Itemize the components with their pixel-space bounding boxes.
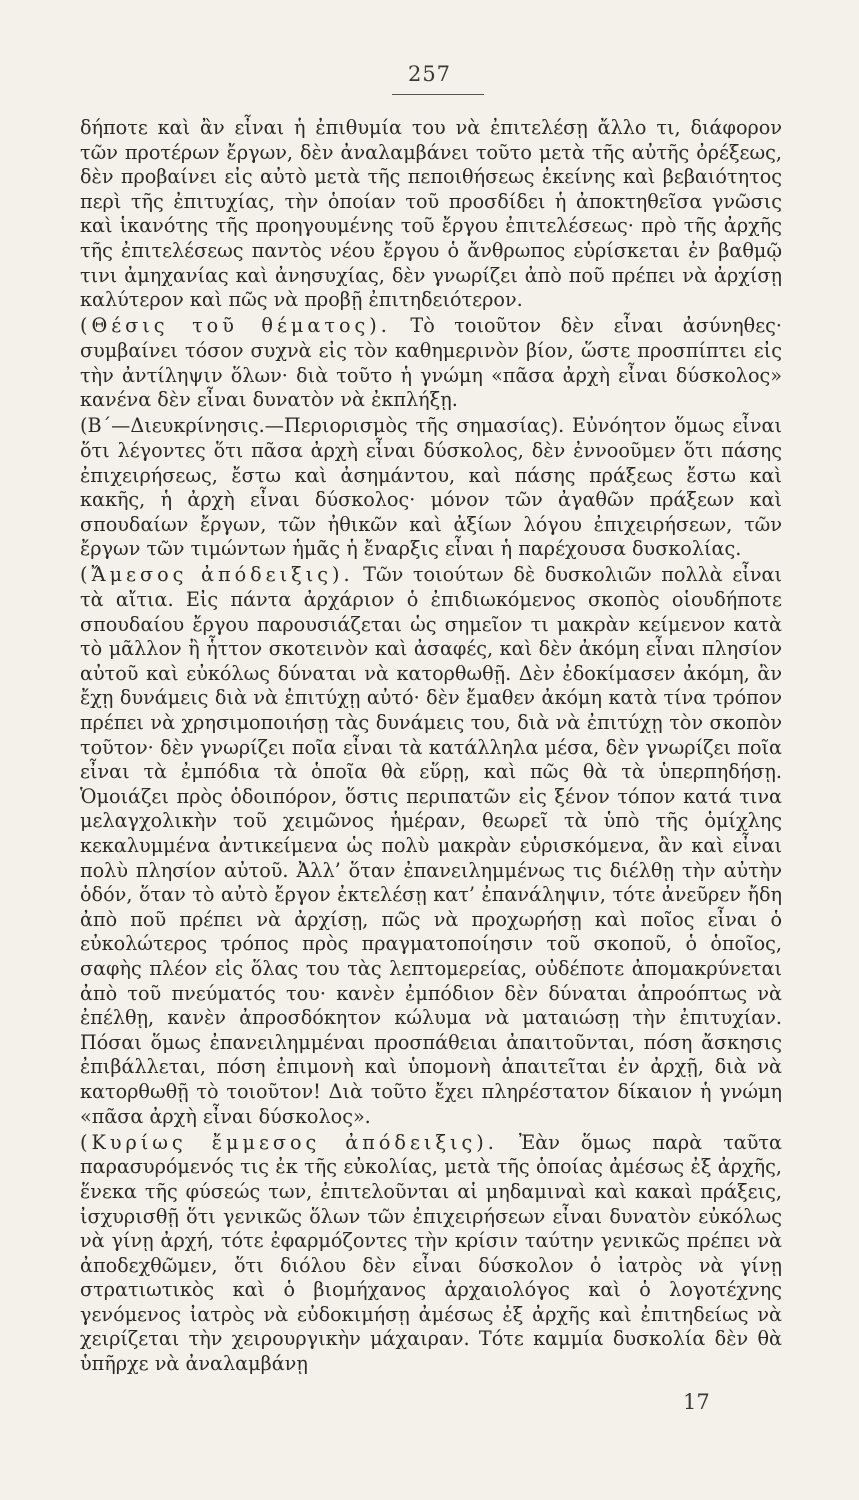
- paragraph-text: δήποτε καὶ ἂν εἶναι ἡ ἐπιθυμία του νὰ ἐπιτελέσῃ ἄλλο τι, διάφορον τῶν προτέρων ἔργων, δὲν ἀναλαμβάνει τοῦτο μετὰ τῆς αὐτῆς ὀρέξεως, δὲν προβαίνει εἰς αὐτὸ μετὰ τῆς πεποιθήσεως ἐκείνης καὶ βεβαιότητος περὶ τῆς ἐπιτυχίας, τὴν ὁποίαν τοῦ προσδίδει ἡ ἀποκτηθεῖσα γνῶσις καὶ ἱκανότης τῆς προηγουμένης τοῦ ἔργου ἐπιτελέσεως· πρὸ τῆς ἀρχῆς τῆς ἐπιτελέσεως παντὸς νέου ἔργου ὁ ἄνθρωπος εὑρίσκεται ἐν βαθμῷ τινι ἀμηχανίας καὶ ἀνησυχίας, δὲν γνωρίζει ἀπὸ ποῦ πρέπει νὰ ἀρχίσῃ καλύτερον καὶ πῶς νὰ προβῇ ἐπιτηδειότερον.: [80, 116, 782, 312]
- signature-mark: 17: [683, 1390, 710, 1414]
- paragraph: [80, 314, 782, 412]
- paragraph: [80, 414, 782, 562]
- paragraph-text: Ἐὰν ὅμως παρὰ ταῦτα παρασυρόμενός τις ἐκ τῆς εὐκολίας, μετὰ τῆς ὁποίας ἀμέσως ἐξ ἀρχῆς, ἕνεκα τῆς φύσεώς των, ἐπιτελοῦνται αἱ μηδαμιναὶ καὶ κακαὶ πράξεις, ἰσχυρισθῇ ὅτι γενικῶς ὅλων τῶν ἐπιχειρήσεων εἶναι δυνατὸν εὐκόλως νὰ γίνῃ ἀρχή, τότε ἐφαρμόζοντες τὴν κρίσιν ταύτην γενικῶς πρέπει νὰ ἀποδεχθῶμεν, ὅτι διόλου δὲν εἶναι δύσκολον ὁ ἰατρὸς νὰ γίνῃ στρατιωτικὸς καὶ ὁ βιομήχανος ἀρχαιολόγος καὶ ὁ λογοτέχνης γενόμενος ἰατρὸς νὰ εὐδοκιμήσῃ ἀμέσως ἐξ ἀρχῆς καὶ ἐπιτηδείως νὰ χειρίζεται τὴν χειρουργικὴν μάχαιραν. Τότε καμμία δυσκολία δὲν θὰ ὑπῆρχε νὰ ἀναλαμβάνῃ: [80, 1130, 782, 1376]
- paragraph-text: Τῶν τοιούτων δὲ δυσκολιῶν πολλὰ εἶναι τὰ αἴτια. Εἰς πάντα ἀρχάριον ὁ ἐπιδιωκόμενος σκοπὸς οἱουδήποτε σπουδαίου ἔργου παρουσιάζεται ὡς σημεῖον τι μακρὰν κείμενον κατὰ τὸ μᾶλλον ἢ ἧττον σκοτεινὸν καὶ ἀσαφές, καὶ δὲν ἀκόμη εἶναι πλησίον αὐτοῦ καὶ εὐκόλως δύναται νὰ κατορθωθῇ. Δὲν ἐδοκίμασεν ἀκόμη, ἂν ἔχῃ δυνάμεις διὰ νὰ ἐπιτύχῃ αὐτό· δὲν ἔμαθεν ἀκόμη κατὰ τίνα τρόπον πρέπει νὰ χρησιμοποιήσῃ τὰς δυνάμεις του, διὰ νὰ ἐπιτύχῃ τὸν σκοπὸν τοῦτον· δὲν γνωρίζει ποῖα εἶναι τὰ κατάλληλα μέσα, δὲν γνωρίζει ποῖα εἶναι τὰ ἐμπόδια τὰ ὁποῖα θὰ εὕρῃ, καὶ πῶς θὰ τὰ ὑπερπηδήσῃ. Ὁμοιάζει πρὸς ὁδοιπόρον, ὅστις περιπατῶν εἰς ξένον τόπον κατά τινα μελαγχολικὴν τοῦ χειμῶνος ἡμέραν, θεωρεῖ τὰ ὑπὸ τῆς ὁμίχλης κεκαλυμμένα ἀντικείμενα ὡς πολὺ μακρὰν εὑρισκόμενα, ἂν καὶ εἶναι πολὺ πλησίον αὐτοῦ. Ἀλλ’ ὅταν ἐπανειλημμένως τις διέλθῃ τὴν αὐτὴν ὁδόν, ὅταν τὸ αὐτὸ ἔργον ἐκτελέσῃ κατ’ ἐπανάληψιν, τότε ἀνεῦρεν ἤδη ἀπὸ ποῦ πρέπει νὰ ἀρχίσῃ, πῶς νὰ προχωρήσῃ καὶ ποῖος εἶναι ὁ εὐκολώτερος τρόπος πρὸς πραγματοποίησιν τοῦ σκοποῦ, ὁ ὁποῖος, σαφὴς πλέον εἰς ὅλας του τὰς λεπτομερείας, οὐδέποτε ἀπομακρύνεται ἀπὸ τοῦ πνεύματός του· κανὲν ἐμπόδιον δὲν δύναται ἀπροόπτως νὰ ἐπέλθῃ, κανὲν ἀπροσδόκητον κώλυμα νὰ ματαιώσῃ τὴν ἐπιτυχίαν. Πόσαι ὅμως ἐπανειλημμέναι προσπάθειαι ἀπαιτοῦνται, πόση ἄσκησις ἐπιβάλλεται, πόση ἐπιμονὴ καὶ ὑπομονὴ ἀπαιτεῖται ἐν ἀρχῇ, διὰ νὰ κατορθωθῇ τὸ τοιοῦτον! Διὰ τοῦτο ἔχει πληρέστατον δίκαιον ἡ γνώμη «πᾶσα ἀρχὴ εἶναι δύσκολος».: [80, 563, 782, 1128]
- paragraph-lead: (Κυρίως ἔμμεσος ἀπόδειξις).: [80, 1130, 498, 1154]
- paragraph-lead: (Β΄—Διευκρίνησις.—Περιορισμὸς τῆς σημασίας).: [80, 414, 565, 438]
- paragraph: [80, 1131, 782, 1377]
- paragraph-text: Εὐνόητον ὅμως εἶναι ὅτι λέγοντες ὅτι πᾶσα ἀρχὴ εἶναι δύσκολος, δὲν ἐννοοῦμεν ὅτι πάσης ἐπιχειρήσεως, ἔστω καὶ ἀσημάντου, καὶ πάσης πράξεως ἔστω καὶ κακῆς, ἡ ἀρχὴ εἶναι δύσκολος· μόνον τῶν ἀγαθῶν πράξεων καὶ σπουδαίων ἔργων, τῶν ἠθικῶν καὶ ἀξίων λόγου ἐπιχειρήσεων, τῶν ἔργων τῶν τιμώντων ἡμᾶς ἡ ἔναρξις εἶναι ἡ παρέχουσα δυσκολίας.: [80, 414, 782, 561]
- header-rule: [392, 94, 484, 95]
- paragraph: [80, 563, 782, 1129]
- paragraph: [80, 116, 782, 313]
- paragraph-lead: (Θέσις τοῦ θέματος).: [80, 314, 391, 338]
- paragraph-text: Τὸ τοιοῦτον δὲν εἶναι ἀσύνηθες· συμβαίνει τόσον συχνὰ εἰς τὸν καθημερινὸν βίον, ὥστε προσπίπτει εἰς τὴν ἀντίληψιν ὅλων· διὰ τοῦτο ἡ γνώμη «πᾶσα ἀρχὴ εἶναι δύσκολος» κανένα δὲν εἶναι δυνατὸν νὰ ἐκπλήξῃ.: [80, 314, 782, 412]
- body-text: [80, 116, 782, 1377]
- page-number: 257: [407, 62, 452, 86]
- paragraph-lead: (Ἄμεσος ἀπόδειξις).: [80, 563, 354, 587]
